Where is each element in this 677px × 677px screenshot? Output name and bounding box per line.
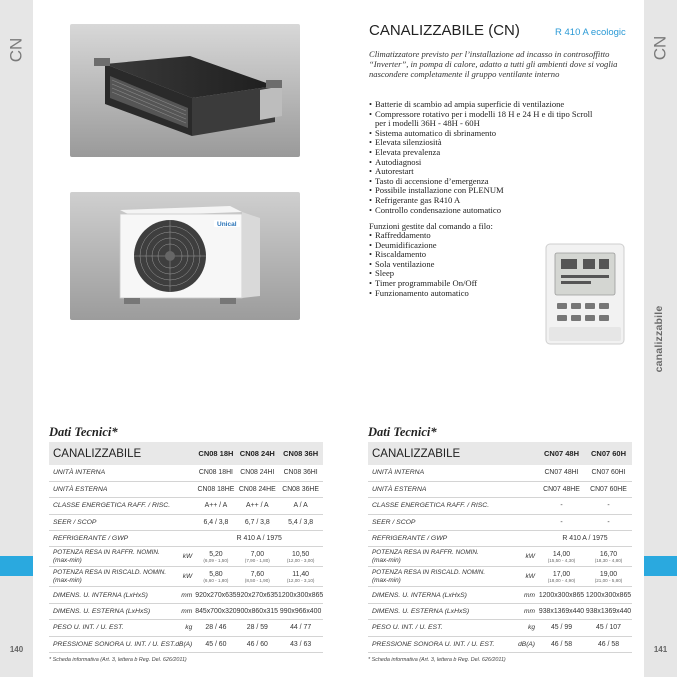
- cell-value: 45 / 60: [195, 636, 236, 652]
- row-label: UNITÀ INTERNA: [368, 465, 513, 481]
- product-title: CANALIZZABILE (CN): [369, 22, 520, 39]
- feature-item: • Tasto di accensione d’emergenza: [369, 177, 639, 187]
- table-row: [49, 636, 323, 652]
- indoor-unit-photo: [70, 24, 300, 157]
- cell-value: -: [538, 514, 585, 530]
- feature-item: • Compressore rotativo per i modelli 18 H e 24 H e di tipo Scroll: [369, 110, 639, 120]
- cell-value: 5,20 (6,09 - 1,50): [195, 547, 236, 567]
- cell-value: 990x966x400: [278, 603, 323, 619]
- table-row: [368, 547, 632, 567]
- row-label: DIMENS. U. ESTERNA (LxHxS): [49, 603, 175, 619]
- cell-value: CN07 60HI: [585, 465, 632, 481]
- table-row: [49, 465, 323, 481]
- cell-value: 938x1369x440: [585, 603, 632, 619]
- table-row: [49, 587, 323, 603]
- refrigerant-tag: R 410 A ecologic: [555, 27, 626, 38]
- row-unit: mm: [513, 587, 538, 603]
- cell-value: 43 / 63: [278, 636, 323, 652]
- right-sidebar: [644, 0, 677, 677]
- cell-value: CN07 48HE: [538, 481, 585, 497]
- left-section-code: CN: [6, 37, 26, 63]
- cell-value: 46 / 58: [538, 636, 585, 652]
- cell-value: 1200x300x865: [585, 587, 632, 603]
- cell-value: 16,70 (18,30 - 4,80): [585, 547, 632, 567]
- table-row: [49, 514, 323, 530]
- cell-value: R 410 A / 1975: [538, 531, 632, 547]
- function-item: • Timer programmabile On/Off: [369, 279, 639, 289]
- table-row: [49, 567, 323, 587]
- cell-value: 1200x300x865: [538, 587, 585, 603]
- cell-value: 920x270x635: [195, 587, 236, 603]
- function-item: • Riscaldamento: [369, 250, 639, 260]
- cell-value: 14,00 (15,50 - 4,30): [538, 547, 585, 567]
- cell-value: CN08 18HI: [195, 465, 236, 481]
- function-item: • Deumidificazione: [369, 241, 639, 251]
- row-unit: kW: [513, 567, 538, 587]
- row-label: UNITÀ ESTERNA: [368, 481, 513, 497]
- function-item: • Raffreddamento: [369, 231, 639, 241]
- cell-value: 7,60 (8,50 - 1,90): [237, 567, 278, 587]
- row-label: POTENZA RESA IN RISCALD. NOMIN. (max-min): [49, 567, 175, 587]
- cell-value: A++ / A: [195, 498, 236, 514]
- row-unit: kg: [513, 620, 538, 636]
- model-column-header: CN08 18H: [195, 442, 236, 465]
- row-label: PESO U. INT. / U. EST.: [49, 620, 175, 636]
- feature-item: • Elevata silenziosità: [369, 138, 639, 148]
- cell-value: 5,4 / 3,8: [278, 514, 323, 530]
- table-row: [49, 620, 323, 636]
- cell-value: 10,50 (12,00 - 3,00): [278, 547, 323, 567]
- table-row: [368, 514, 632, 530]
- function-item: • Funzionamento automatico: [369, 289, 639, 299]
- table-row: [49, 547, 323, 567]
- cell-value: 17,00 (18,00 - 4,90): [538, 567, 585, 587]
- feature-item: • Batterie di scambio ad ampia superficie di ventilazione: [369, 100, 639, 110]
- cell-value: 938x1369x440: [538, 603, 585, 619]
- table-header-label: CANALIZZABILE: [368, 442, 538, 465]
- row-label: DIMENS. U. ESTERNA (LxHxS): [368, 603, 513, 619]
- function-item: • Sola ventilazione: [369, 260, 639, 270]
- footnote-left: * Scheda informativa (Art. 3, lettera b Reg. Del. 626/2011): [49, 657, 187, 663]
- cell-value: CN07 48HI: [538, 465, 585, 481]
- table-header-label: CANALIZZABILE: [49, 442, 195, 465]
- row-label: DIMENS. U. INTERNA (LxHxS): [49, 587, 175, 603]
- tech-data-title-left: Dati Tecnici*: [49, 425, 118, 439]
- row-label: DIMENS. U. INTERNA (LxHxS): [368, 587, 513, 603]
- row-label: CLASSE ENERGETICA RAFF. / RISC.: [368, 498, 513, 514]
- cell-value: 44 / 77: [278, 620, 323, 636]
- cell-value: 45 / 107: [585, 620, 632, 636]
- row-unit: kW: [513, 547, 538, 567]
- cell-value: 6,7 / 3,8: [237, 514, 278, 530]
- row-label: UNITÀ ESTERNA: [49, 481, 175, 497]
- cell-value: -: [585, 498, 632, 514]
- table-row: [49, 531, 323, 547]
- feature-item: • Refrigerante gas R410 A: [369, 196, 639, 206]
- table-row: [49, 603, 323, 619]
- cell-value: 28 / 46: [195, 620, 236, 636]
- right-accent-bar: [644, 556, 677, 576]
- feature-item: • Controllo condensazione automatico: [369, 206, 639, 216]
- row-label: SEER / SCOP: [368, 514, 513, 530]
- row-unit: kW: [175, 547, 195, 567]
- row-label: REFRIGERANTE / GWP: [368, 531, 513, 547]
- row-label: PESO U. INT. / U. EST.: [368, 620, 513, 636]
- feature-item: • Possibile installazione con PLENUM: [369, 186, 639, 196]
- row-label: POTENZA RESA IN RAFFR. NOMIN. (max-min): [49, 547, 175, 567]
- table-row: [368, 587, 632, 603]
- model-column-header: CN07 60H: [585, 442, 632, 465]
- cell-value: 46 / 58: [585, 636, 632, 652]
- outdoor-brand-logo: Unical: [217, 221, 237, 228]
- spec-table-right: [368, 442, 632, 653]
- row-unit: mm: [175, 603, 195, 619]
- table-header-row: [368, 442, 632, 465]
- feature-item: per i modelli 36H - 48H - 60H: [375, 118, 480, 129]
- row-label: CLASSE ENERGETICA RAFF. / RISC.: [49, 498, 175, 514]
- tech-data-title-right: Dati Tecnici*: [368, 425, 437, 439]
- left-sidebar: [0, 0, 33, 677]
- outdoor-unit-photo: [70, 192, 300, 320]
- table-row: [368, 636, 632, 652]
- section-label: canalizzabile: [653, 305, 665, 373]
- cell-value: CN08 36HE: [278, 481, 323, 497]
- page-number-left: 140: [9, 645, 24, 654]
- table-row: [368, 567, 632, 587]
- feature-list: [369, 100, 639, 215]
- table-row: [368, 481, 632, 497]
- cell-value: A / A: [278, 498, 323, 514]
- row-unit: mm: [175, 587, 195, 603]
- functions-title: Funzioni gestite dal comando a filo:: [369, 221, 493, 231]
- row-label: REFRIGERANTE / GWP: [49, 531, 175, 547]
- cell-value: R 410 A / 1975: [195, 531, 323, 547]
- row-unit: dB(A): [175, 636, 195, 652]
- feature-item: • Autodiagnosi: [369, 158, 639, 168]
- cell-value: -: [585, 514, 632, 530]
- model-column-header: CN07 48H: [538, 442, 585, 465]
- cell-value: 1200x300x865: [278, 587, 323, 603]
- cell-value: 845x700x320: [195, 603, 236, 619]
- cell-value: CN08 24HE: [237, 481, 278, 497]
- cell-value: 900x860x315: [237, 603, 278, 619]
- cell-value: CN08 18HE: [195, 481, 236, 497]
- right-section-code: CN: [650, 35, 670, 61]
- feature-item: • Autorestart: [369, 167, 639, 177]
- cell-value: 19,00 (21,00 - 5,80): [585, 567, 632, 587]
- table-row: [368, 498, 632, 514]
- cell-value: 45 / 99: [538, 620, 585, 636]
- feature-item: • Elevata prevalenza: [369, 148, 639, 158]
- row-label: SEER / SCOP: [49, 514, 175, 530]
- cell-value: 6,4 / 3,8: [195, 514, 236, 530]
- row-unit: dB(A): [513, 636, 538, 652]
- cell-value: A++ / A: [237, 498, 278, 514]
- page-number-right: 141: [653, 645, 668, 654]
- row-unit: mm: [513, 603, 538, 619]
- function-item: • Sleep: [369, 269, 639, 279]
- wired-remote-photo: [545, 243, 625, 350]
- left-accent-bar: [0, 556, 33, 576]
- table-row: [368, 620, 632, 636]
- cell-value: CN07 60HE: [585, 481, 632, 497]
- feature-item: • Sistema automatico di sbrinamento: [369, 129, 639, 139]
- cell-value: 28 / 59: [237, 620, 278, 636]
- row-label: POTENZA RESA IN RISCALD. NOMIN. (max-min): [368, 567, 513, 587]
- spec-table-left: [49, 442, 323, 653]
- product-description: Climatizzatore previsto per l’installazione ad incasso in controsoffitto “Inverter”, in pompa di calore, adatto a tutti gli ambienti dove si voglia nascondere completamente il gruppo ventilante interno: [369, 49, 618, 79]
- row-label: PRESSIONE SONORA U. INT. / U. EST.: [49, 636, 175, 652]
- model-column-header: CN08 24H: [237, 442, 278, 465]
- row-unit: kW: [175, 567, 195, 587]
- row-label: POTENZA RESA IN RAFFR. NOMIN. (max-min): [368, 547, 513, 567]
- cell-value: 46 / 60: [237, 636, 278, 652]
- row-label: PRESSIONE SONORA U. INT. / U. EST.: [368, 636, 513, 652]
- cell-value: 920x270x635: [237, 587, 278, 603]
- table-row: [49, 481, 323, 497]
- cell-value: CN08 36HI: [278, 465, 323, 481]
- cell-value: 7,00 (7,90 - 1,80): [237, 547, 278, 567]
- row-label: UNITÀ INTERNA: [49, 465, 175, 481]
- table-row: [368, 465, 632, 481]
- table-header-row: [49, 442, 323, 465]
- cell-value: 11,40 (12,00 - 3,10): [278, 567, 323, 587]
- cell-value: CN08 24HI: [237, 465, 278, 481]
- table-row: [49, 498, 323, 514]
- cell-value: -: [538, 498, 585, 514]
- model-column-header: CN08 36H: [278, 442, 323, 465]
- cell-value: 5,80 (6,60 - 1,80): [195, 567, 236, 587]
- table-row: [368, 531, 632, 547]
- footnote-right: * Scheda informativa (Art. 3, lettera b Reg. Del. 626/2011): [368, 657, 506, 663]
- table-row: [368, 603, 632, 619]
- row-unit: kg: [175, 620, 195, 636]
